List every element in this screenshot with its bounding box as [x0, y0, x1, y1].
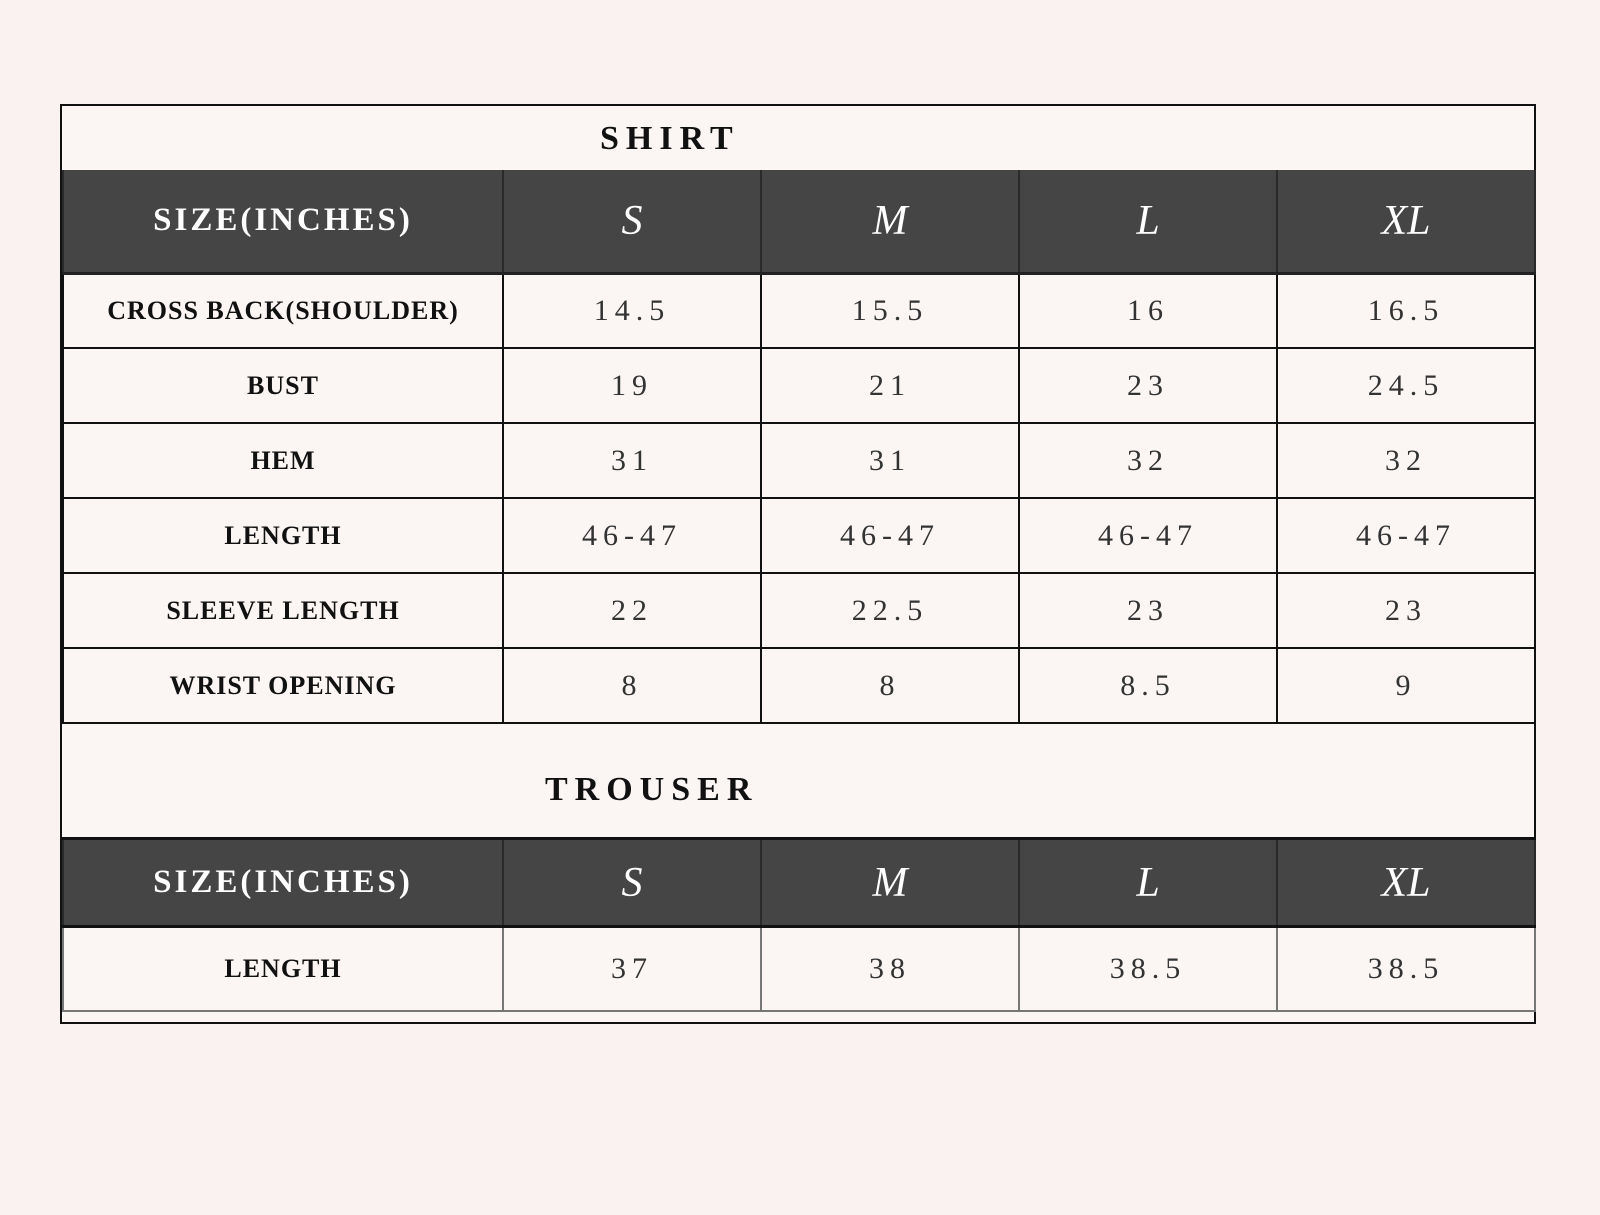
value-cell: 38 [761, 927, 1019, 1011]
value-cell: 23 [1019, 348, 1277, 423]
shirt-title: SHIRT [600, 120, 740, 157]
value-cell: 16.5 [1277, 273, 1535, 348]
value-cell: 8 [761, 648, 1019, 723]
value-cell: 8 [503, 648, 761, 723]
value-cell: 46-47 [1277, 498, 1535, 573]
value-cell: 32 [1277, 423, 1535, 498]
value-cell: 31 [503, 423, 761, 498]
value-cell: 46-47 [1019, 498, 1277, 573]
shirt-header-s: S [503, 170, 761, 273]
size-chart [60, 104, 1536, 1024]
value-cell: 16 [1019, 273, 1277, 348]
table-row [63, 273, 1535, 348]
row-label-trouser-length: LENGTH [63, 927, 503, 1011]
row-label-hem: HEM [63, 423, 503, 498]
value-cell: 22.5 [761, 573, 1019, 648]
trouser-header-m: M [761, 839, 1019, 927]
trouser-size-table [62, 837, 1536, 1012]
value-cell: 23 [1277, 573, 1535, 648]
value-cell: 46-47 [761, 498, 1019, 573]
row-label-length: LENGTH [63, 498, 503, 573]
trouser-title: TROUSER [545, 771, 759, 808]
value-cell: 14.5 [503, 273, 761, 348]
trouser-header-row [63, 839, 1535, 927]
value-cell: 23 [1019, 573, 1277, 648]
shirt-header-m: M [761, 170, 1019, 273]
value-cell: 22 [503, 573, 761, 648]
row-label-bust: BUST [63, 348, 503, 423]
value-cell: 38.5 [1277, 927, 1535, 1011]
table-row [63, 498, 1535, 573]
table-row [63, 423, 1535, 498]
trouser-header-l: L [1019, 839, 1277, 927]
value-cell: 37 [503, 927, 761, 1011]
value-cell: 24.5 [1277, 348, 1535, 423]
value-cell: 32 [1019, 423, 1277, 498]
shirt-header-xl: XL [1277, 170, 1535, 273]
value-cell: 46-47 [503, 498, 761, 573]
value-cell: 38.5 [1019, 927, 1277, 1011]
value-cell: 15.5 [761, 273, 1019, 348]
value-cell: 8.5 [1019, 648, 1277, 723]
value-cell: 31 [761, 423, 1019, 498]
row-label-wrist-opening: WRIST OPENING [63, 648, 503, 723]
trouser-header-s: S [503, 839, 761, 927]
shirt-header-l: L [1019, 170, 1277, 273]
shirt-header-row [63, 170, 1535, 273]
shirt-header-size-inches: SIZE(INCHES) [63, 170, 503, 273]
table-row [63, 348, 1535, 423]
row-label-cross-back: CROSS BACK(SHOULDER) [63, 273, 503, 348]
trouser-header-size-inches: SIZE(INCHES) [63, 839, 503, 927]
row-label-sleeve-length: SLEEVE LENGTH [63, 573, 503, 648]
value-cell: 21 [761, 348, 1019, 423]
table-row [63, 648, 1535, 723]
value-cell: 19 [503, 348, 761, 423]
table-row [63, 573, 1535, 648]
table-row [63, 927, 1535, 1011]
shirt-size-table [62, 170, 1536, 724]
trouser-header-xl: XL [1277, 839, 1535, 927]
value-cell: 9 [1277, 648, 1535, 723]
